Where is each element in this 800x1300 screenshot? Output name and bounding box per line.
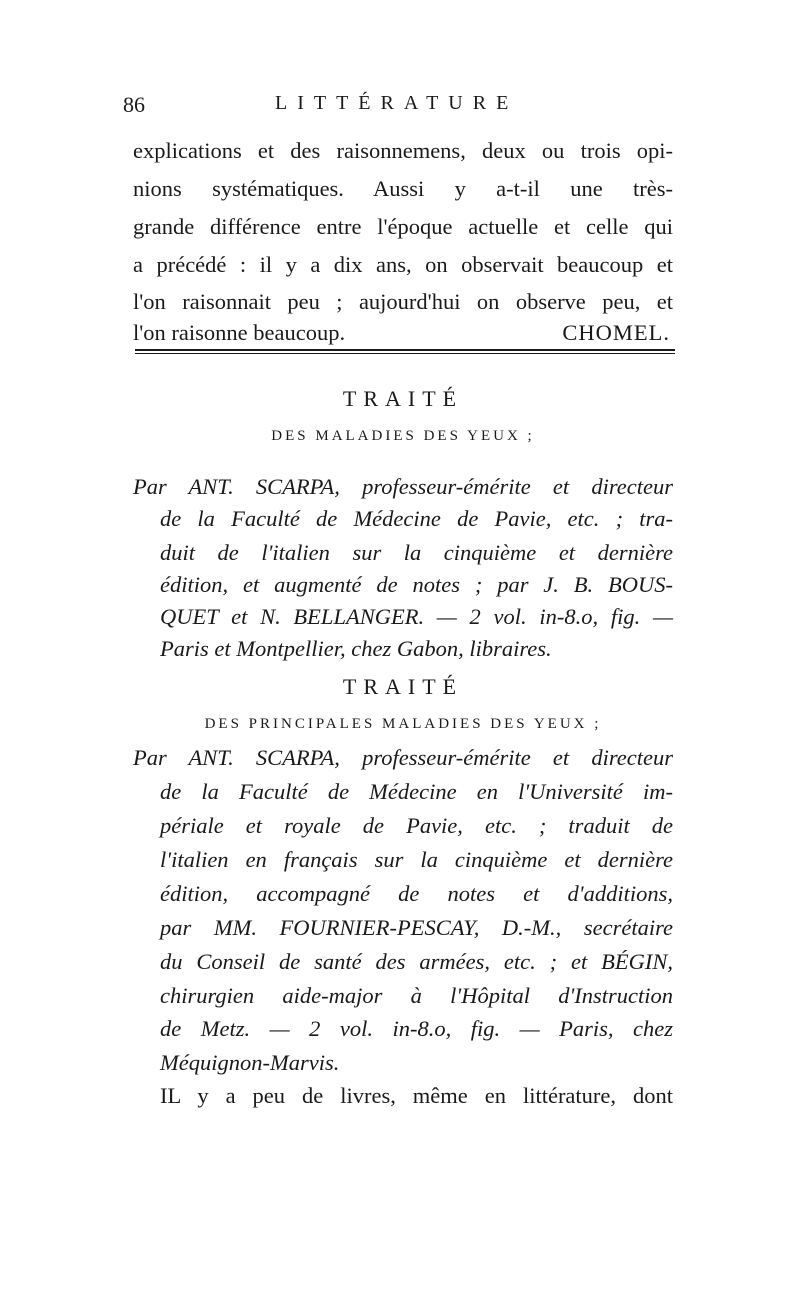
review-title: TRAITÉ (342, 386, 464, 411)
citation-line: duit de l'italien sur la cinquième et dernière (160, 540, 673, 565)
citation-line: QUET et N. BELLANGER. — 2 vol. in-8.o, fig. — (160, 604, 673, 629)
citation-line: Paris et Montpellier, chez Gabon, libraires. (160, 636, 552, 661)
text-line: explications et des raisonnemens, deux ou trois opi- (133, 138, 673, 163)
citation-line: de Metz. — 2 vol. in-8.o, fig. — Paris, chez (160, 1016, 673, 1041)
text-line: nions systématiques. Aussi y a-t-il une très- (133, 176, 673, 201)
citation-line: de la Faculté de Médecine de Pavie, etc. ; tra- (160, 506, 673, 531)
text-line: l'on raisonnait peu ; aujourd'hui on observe peu, et (133, 289, 673, 314)
text-line: grande différence entre l'époque actuelle et celle qui (133, 214, 673, 239)
review-subtitle: DES PRINCIPALES MALADIES DES YEUX ; (204, 716, 602, 732)
citation-line: du Conseil de santé des armées, etc. ; et BÉGIN, (160, 949, 673, 974)
citation-line: de la Faculté de Médecine en l'Université im- (160, 779, 673, 804)
citation-line: Par ANT. SCARPA, professeur-émérite et directeur (133, 745, 673, 770)
citation-line: l'italien en français sur la cinquième et dernière (160, 847, 673, 872)
citation-line: édition, et augmenté de notes ; par J. B. BOUS- (160, 572, 673, 597)
review-title: TRAITÉ (342, 674, 464, 699)
citation-line: Méquignon-Marvis. (160, 1050, 340, 1075)
citation-line: chirurgien aide-major à l'Hôpital d'Instruction (160, 983, 673, 1008)
section-divider (135, 349, 675, 354)
citation-line: Par ANT. SCARPA, professeur-émérite et directeur (133, 474, 673, 499)
signature: CHOMEL. (562, 320, 670, 345)
text-line: l'on raisonne beaucoup. (133, 320, 346, 345)
citation-line: par MM. FOURNIER-PESCAY, D.-M., secrétaire (160, 915, 673, 940)
text-line: IL y a peu de livres, même en littérature, dont (160, 1083, 673, 1108)
running-title: LITTÉRATURE (275, 92, 519, 114)
review-subtitle: DES MALADIES DES YEUX ; (271, 428, 535, 444)
text-line: a précédé : il y a dix ans, on observait beaucoup et (133, 252, 673, 277)
page-number: 86 (123, 92, 145, 117)
citation-line: édition, accompagné de notes et d'additions, (160, 881, 673, 906)
citation-line: périale et royale de Pavie, etc. ; traduit de (160, 813, 673, 838)
